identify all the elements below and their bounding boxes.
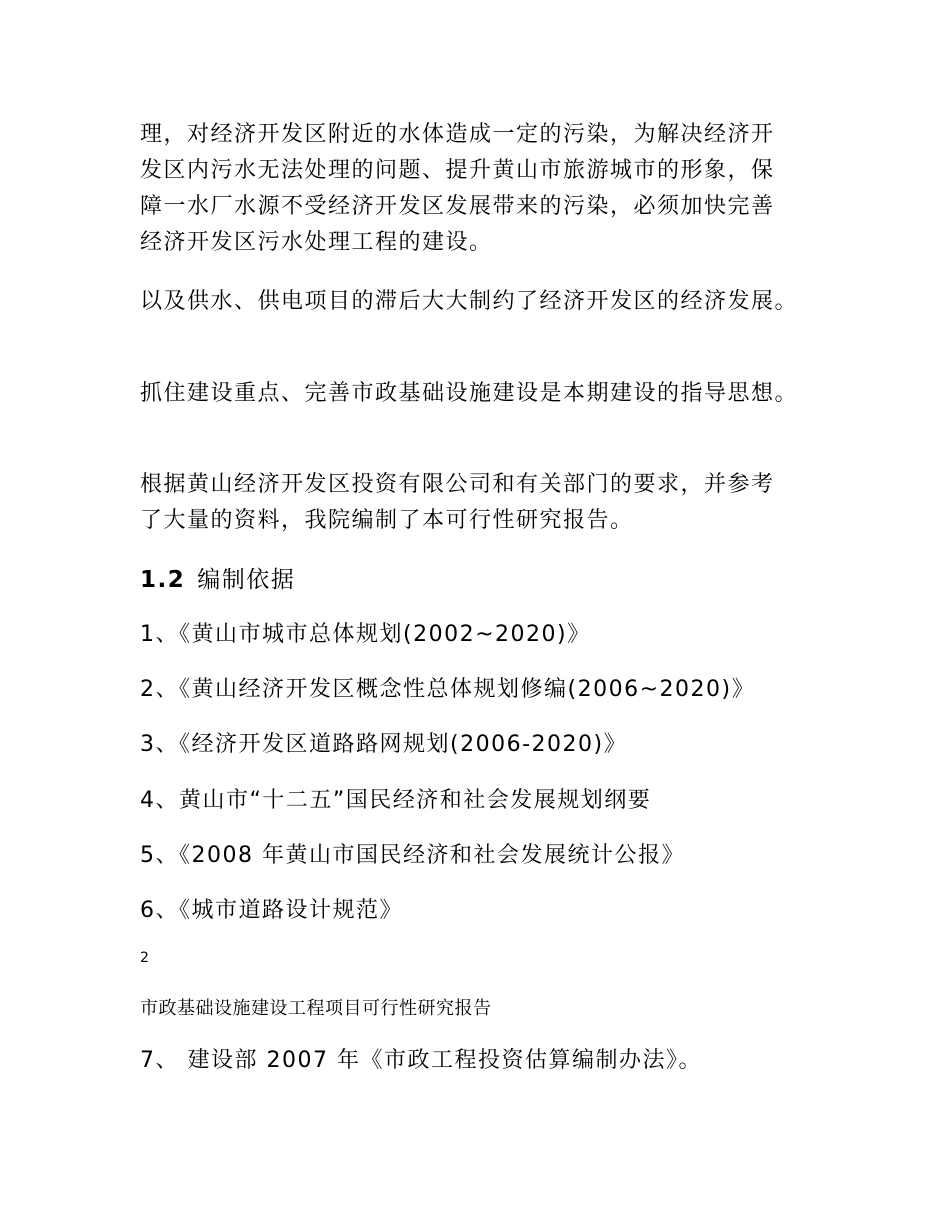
section-title: 编制依据 [197, 567, 296, 593]
list-item: 5、《2008 年黄山市国民经济和社会发展统计公报》 [140, 843, 685, 868]
section-number: 1.2 [140, 567, 186, 593]
basis-list-item [140, 617, 830, 653]
list-item: 1、《黄山市城市总体规划(2002~2020)》 [140, 622, 591, 647]
paragraph-line: 障一水厂水源不受经济开发区发展带来的污染，必须加快完善 [140, 194, 775, 219]
basis-list-item [140, 838, 830, 874]
guideline-paragraph [140, 376, 830, 412]
page-number: 2 [140, 950, 149, 966]
list-item: 3、《经济开发区道路路网规划(2006-2020)》 [140, 732, 628, 757]
paragraph-line: 理，对经济开发区附近的水体造成一定的污染，为解决经济开 [140, 122, 775, 147]
list-item: 7、 建设部 2007 年《市政工程投资估算编制办法》。 [140, 1048, 702, 1073]
list-item: 4、黄山市“十二五”国民经济和社会发展规划纲要 [140, 788, 652, 813]
section-heading [140, 562, 830, 598]
paragraph-line: 了大量的资料，我院编制了本可行性研究报告。 [140, 508, 634, 533]
basis-list-item [140, 1043, 830, 1079]
list-item: 6、《城市道路设计规范》 [140, 898, 403, 923]
intro-paragraph [140, 117, 830, 261]
list-item: 2、《黄山经济开发区概念性总体规划修编(2006~2020)》 [140, 677, 756, 702]
paragraph-line: 抓住建设重点、完善市政基础设施建设是本期建设的指导思想。 [140, 381, 799, 406]
paragraph-line: 发区内污水无法处理的问题、提升黄山市旅游城市的形象，保 [140, 158, 775, 183]
paragraph-line: 根据黄山经济开发区投资有限公司和有关部门的要求，并参考 [140, 472, 775, 497]
basis-list-item [140, 672, 830, 708]
basis-list-item [140, 727, 830, 763]
basis-list-item [140, 783, 830, 819]
basis-paragraph [140, 467, 830, 539]
running-header: 市政基础设施建设工程项目可行性研究报告 [140, 998, 492, 1019]
paragraph-line: 以及供水、供电项目的滞后大大制约了经济开发区的经济发展。 [140, 289, 799, 314]
basis-list-item [140, 893, 830, 929]
paragraph-line: 经济开发区污水处理工程的建设。 [140, 230, 493, 255]
supply-paragraph [140, 284, 830, 320]
